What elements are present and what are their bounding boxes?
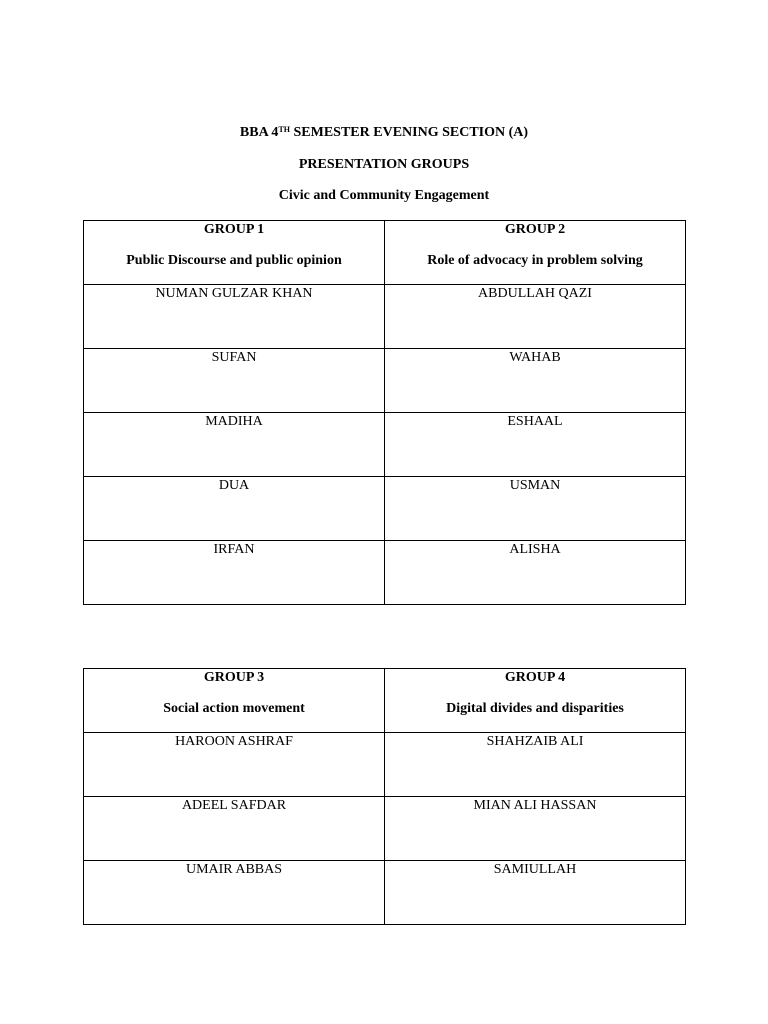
member-name: ESHAAL [507, 414, 563, 429]
table-cell [84, 861, 385, 925]
member-name: SUFAN [211, 350, 257, 365]
table-cell [84, 797, 385, 861]
group-name: GROUP 4 [504, 670, 566, 685]
table-cell [385, 477, 686, 541]
table-cell [385, 733, 686, 797]
table-row [84, 477, 686, 541]
table-header-row [84, 221, 686, 285]
table-row [84, 413, 686, 477]
member-name: ALISHA [509, 542, 561, 557]
table-cell [385, 861, 686, 925]
table-header-row [84, 669, 686, 733]
member-name: ADEEL SAFDAR [181, 798, 287, 813]
member-name: USMAN [509, 478, 561, 493]
table-cell [84, 733, 385, 797]
table-row [84, 285, 686, 349]
table-cell [385, 541, 686, 605]
table-cell [84, 541, 385, 605]
member-name: ABDULLAH QAZI [478, 286, 592, 301]
group-topic: Role of advocacy in problem solving [427, 253, 643, 268]
table-row [84, 733, 686, 797]
table-cell [84, 285, 385, 349]
title-superscript: TH [278, 125, 290, 134]
group-topic: Public Discourse and public opinion [126, 253, 342, 268]
table-cell [84, 413, 385, 477]
group-3-header [84, 669, 385, 733]
member-name: SAMIULLAH [493, 862, 577, 877]
table-cell [84, 349, 385, 413]
document-title [0, 125, 768, 141]
title-suffix: SEMESTER EVENING SECTION (A) [290, 125, 529, 140]
table-row [84, 541, 686, 605]
table-row [84, 349, 686, 413]
groups-table-2 [83, 668, 686, 925]
group-2-header [385, 221, 686, 285]
group-topic: Social action movement [163, 701, 305, 716]
table-cell [385, 797, 686, 861]
table-cell [385, 285, 686, 349]
member-name: IRFAN [213, 542, 255, 557]
title-prefix: BBA 4 [239, 125, 279, 140]
member-name: HAROON ASHRAF [175, 734, 293, 749]
group-1-header [84, 221, 385, 285]
table-cell [84, 477, 385, 541]
group-topic: Digital divides and disparities [446, 701, 624, 716]
member-name: NUMAN GULZAR KHAN [155, 286, 313, 301]
member-name: SHAHZAIB ALI [486, 734, 584, 749]
member-name: DUA [218, 478, 250, 493]
table-row [84, 797, 686, 861]
group-name: GROUP 3 [203, 670, 265, 685]
document-subtitle: PRESENTATION GROUPS [298, 157, 470, 172]
member-name: MIAN ALI HASSAN [473, 798, 597, 813]
member-name: WAHAB [509, 350, 561, 365]
table-row [84, 861, 686, 925]
course-name: Civic and Community Engagement [278, 188, 490, 203]
table-cell [385, 413, 686, 477]
group-name: GROUP 1 [203, 222, 265, 237]
groups-table-1 [83, 220, 686, 605]
table-cell [385, 349, 686, 413]
member-name: MADIHA [205, 414, 263, 429]
member-name: UMAIR ABBAS [185, 862, 283, 877]
group-name: GROUP 2 [504, 222, 566, 237]
group-4-header [385, 669, 686, 733]
